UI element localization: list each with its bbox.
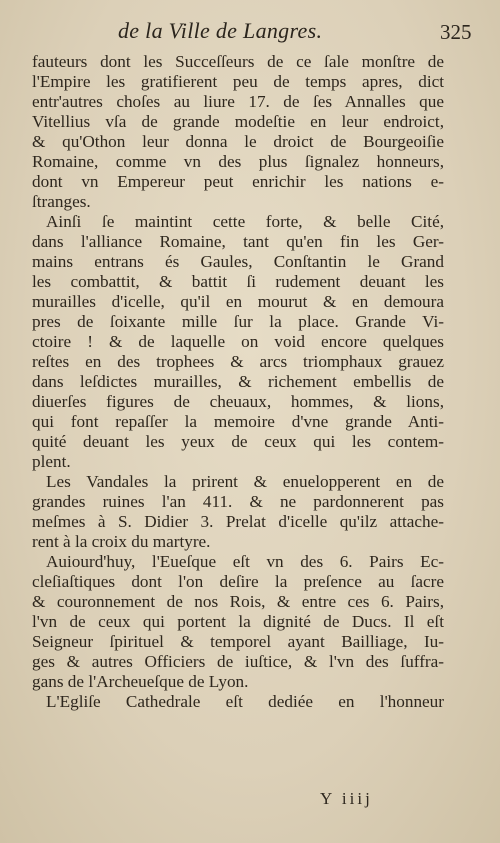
text-line: Ainſi ſe maintint cette forte, & belle Cité,	[46, 212, 444, 231]
text-line: ges & autres Officiers de iuſtice, & l'vn des ſuffra-	[32, 652, 444, 671]
text-line: l'vn de ceux qui portent la dignité de Ducs. Il eſt	[32, 612, 444, 631]
text-line: l'Empire les gratifierent peu de temps apres, dict	[32, 72, 444, 91]
signature-mark: Y iiij	[320, 789, 373, 808]
text-line: & couronnement de nos Rois, & entre ces 6. Pairs,	[32, 592, 444, 611]
text-line: meſmes à S. Didier 3. Prelat d'icelle qu'ilz attache-	[32, 512, 444, 531]
body-text	[32, 52, 444, 712]
text-line: Seigneur ſpirituel & temporel ayant Bailliage, Iu-	[32, 632, 444, 651]
text-line: qui font repaſſer la memoire d'vne grande Anti-	[32, 412, 444, 431]
text-line: les combattit, & battit ſi rudement deuant les	[32, 272, 444, 291]
text-line: ſtranges.	[32, 192, 91, 211]
text-line: plent.	[32, 452, 71, 471]
text-line: rent à la croix du martyre.	[32, 532, 211, 551]
text-line: entr'autres choſes au liure 17. de ſes Annalles que	[32, 92, 444, 111]
running-head	[0, 14, 500, 46]
text-line: & qu'Othon leur donna le droict de Bourgeoiſie	[32, 132, 444, 151]
text-line: dans l'alliance Romaine, tant qu'en fin les Ger-	[32, 232, 444, 251]
text-line: Auiourd'huy, l'Eueſque eſt vn des 6. Pairs Ec-	[46, 552, 444, 571]
text-line: murailles d'icelle, qu'il en mourut & en demoura	[32, 292, 444, 311]
text-line: fauteurs dont les Succeſſeurs de ce ſale monſtre de	[32, 52, 444, 71]
page-number: 325	[440, 20, 472, 44]
text-line: cleſiaſtiques dont l'on deſire la preſence au ſacre	[32, 572, 444, 591]
text-line: Romaine, comme vn des plus ſignalez honneurs,	[32, 152, 444, 171]
text-line: L'Egliſe Cathedrale eſt dediée en l'honneur	[46, 692, 444, 711]
text-line: grandes ruines l'an 411. & ne pardonnerent pas	[32, 492, 444, 511]
text-line: Vitellius vſa de grande modeſtie en leur endroict,	[32, 112, 444, 131]
text-line: dont vn Empereur peut enrichir les nations e-	[32, 172, 444, 191]
text-line: gans de l'Archeueſque de Lyon.	[32, 672, 249, 691]
text-line: Les Vandales la prirent & enuelopperent en de	[46, 472, 444, 491]
text-line: pres de ſoixante mille ſur la place. Grande Vi-	[32, 312, 444, 331]
text-line: reſtes en des trophees & arcs triomphaux grauez	[32, 352, 444, 371]
text-line: mains entrans és Gaules, Conſtantin le Grand	[32, 252, 444, 271]
text-line: quité deuant les yeux de ceux qui les contem-	[32, 432, 444, 451]
text-line: diuerſes figures de cheuaux, hommes, & lions,	[32, 392, 444, 411]
text-line: ctoire ! & de laquelle on void encore quelques	[32, 332, 444, 351]
running-title: de la Ville de Langres.	[118, 18, 323, 43]
text-line: dans leſdictes murailles, & richement embellis de	[32, 372, 444, 391]
